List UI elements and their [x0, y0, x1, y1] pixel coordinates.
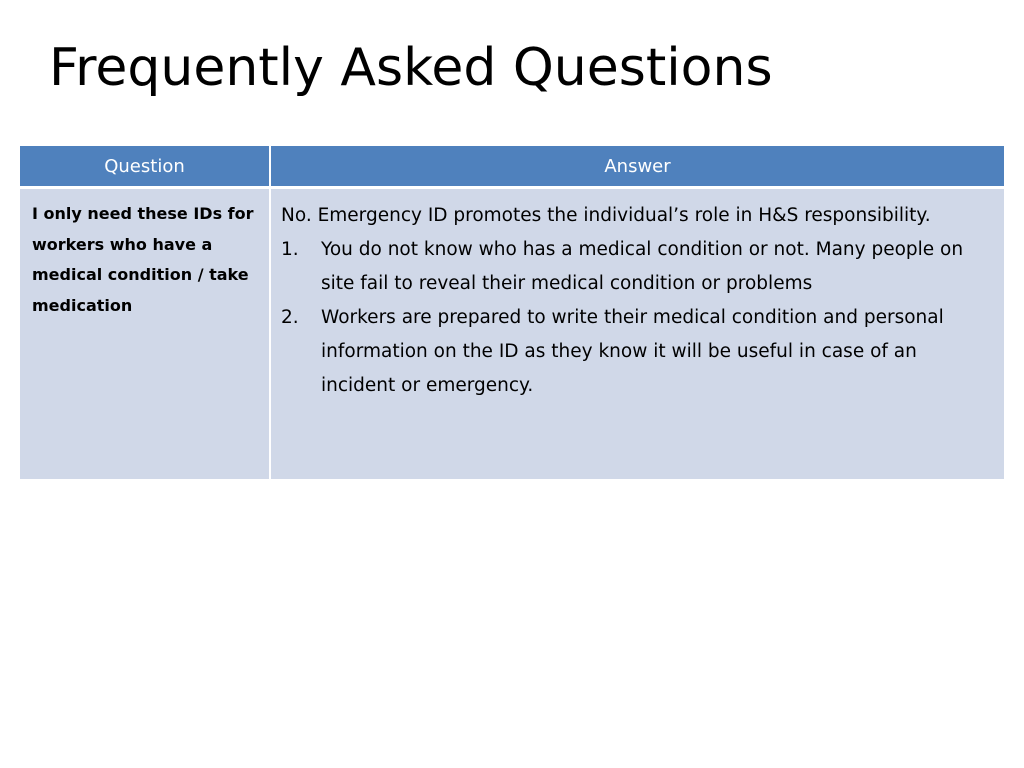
table-row	[20, 188, 1004, 480]
answer-list	[281, 233, 996, 403]
slide-title: Frequently Asked Questions	[49, 38, 773, 98]
answer-cell	[270, 188, 1004, 480]
answer-intro: No. Emergency ID promotes the individual’s role in H&S responsibility.	[281, 205, 931, 226]
answer-list-item	[281, 233, 996, 301]
list-item-number: 1.	[281, 239, 299, 260]
column-header-question: Question	[20, 146, 270, 188]
faq-table	[20, 146, 1004, 479]
column-header-answer: Answer	[270, 146, 1004, 188]
table-header-row	[20, 146, 1004, 188]
question-cell: I only need these IDs for workers who have a medical condition / take medication	[20, 188, 270, 480]
list-item-text: You do not know who has a medical condition or not. Many people on site fail to reveal their medical condition or problems	[321, 239, 964, 294]
list-item-text: Workers are prepared to write their medical condition and personal information on the ID as they know it will be useful in case of an incident or emergency.	[321, 307, 944, 396]
list-item-number: 2.	[281, 307, 299, 328]
answer-list-item	[281, 301, 996, 403]
